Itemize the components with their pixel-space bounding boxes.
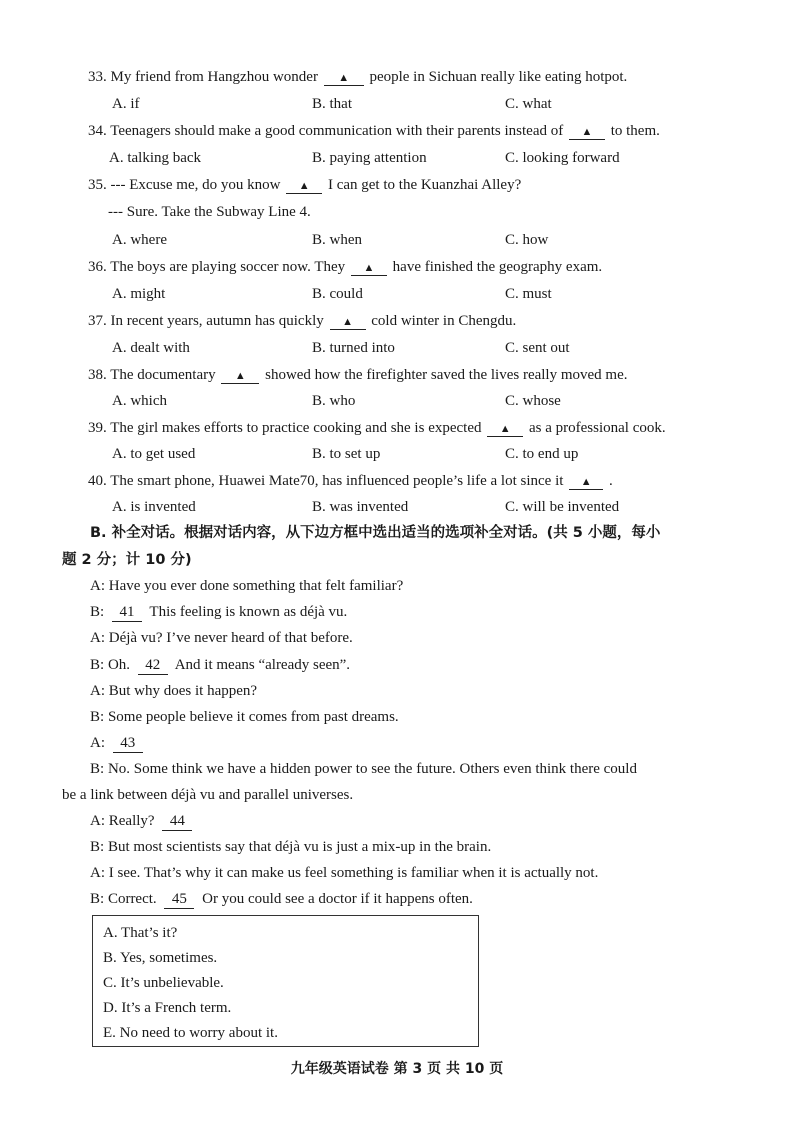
dialogue-line (90, 812, 196, 831)
dialogue-text: be a link between déjà vu and parallel universes. (62, 787, 354, 803)
option-c: C. whose (505, 393, 561, 409)
option-c: C. must (505, 286, 552, 302)
option-a: A. might (112, 286, 166, 302)
dialogue-text: Or you could see a doctor if it happens often. (202, 891, 473, 907)
question-35 (88, 176, 521, 194)
question-stem: 34. Teenagers should make a good communication with their parents instead of (88, 123, 564, 139)
option-b: B. to set up (312, 446, 381, 462)
blank-number: 45 (164, 890, 194, 909)
speaker-label: A: (90, 865, 105, 881)
option-a: A. talking back (109, 150, 202, 166)
answer-blank: ▲ (351, 261, 387, 276)
question-39 (88, 419, 666, 437)
speaker-label: A: (90, 813, 105, 829)
dialogue-line-cont (62, 786, 353, 804)
question-stem-end: as a professional cook. (529, 420, 666, 436)
speaker-label: B: (90, 761, 105, 777)
option-c: C. looking forward (505, 150, 620, 166)
question-34 (88, 122, 660, 140)
dialogue-pre: Correct. (107, 891, 157, 907)
dialogue-text: This feeling is known as déjà vu. (149, 604, 348, 620)
question-35-reply: --- Sure. Take the Subway Line 4. (108, 204, 311, 220)
question-stem: 37. In recent years, autumn has quickly (88, 313, 324, 329)
choices-box (92, 915, 479, 1047)
option-b: B. that (312, 96, 352, 112)
blank-number: 43 (113, 734, 143, 753)
answer-blank: ▲ (330, 315, 366, 330)
blank-number: 41 (112, 603, 142, 622)
speaker-label: B: (90, 657, 105, 673)
question-stem: 39. The girl makes efforts to practice cooking and she is expected (88, 420, 482, 436)
option-c: C. what (505, 96, 552, 112)
speaker-label: B: (90, 891, 105, 907)
section-b-heading: B. 补全对话。根据对话内容，从下边方框中选出适当的选项补全对话。(共 5 小题，每小 (90, 525, 661, 541)
question-stem-end: . (608, 473, 613, 489)
choice-b: B. Yes, sometimes. (103, 950, 218, 966)
dialogue-text: But why does it happen? (108, 683, 258, 699)
option-c: C. will be invented (505, 499, 620, 515)
question-stem-end: have finished the geography exam. (392, 259, 603, 275)
question-stem: 38. The documentary (88, 367, 216, 383)
option-a: A. where (112, 232, 167, 248)
option-c: C. how (505, 232, 549, 248)
option-a: A. which (112, 393, 167, 409)
option-a: A. to get used (112, 446, 196, 462)
speaker-label: B: (90, 839, 105, 855)
dialogue-line (90, 734, 147, 753)
option-a: A. is invented (112, 499, 196, 515)
dialogue-text: Déjà vu? I’ve never heard of that before. (108, 630, 353, 646)
option-b: B. could (312, 286, 363, 302)
dialogue-text: No. Some think we have a hidden power to see the future. Others even think there could (107, 761, 637, 777)
dialogue-line (90, 577, 403, 595)
dialogue-line (90, 656, 350, 675)
speaker-label: A: (90, 578, 105, 594)
answer-blank: ▲ (569, 475, 603, 490)
option-c: C. sent out (505, 340, 570, 356)
dialogue-line (90, 838, 491, 856)
dialogue-line (90, 864, 598, 882)
speaker-label: A: (90, 630, 105, 646)
question-stem: 35. --- Excuse me, do you know (88, 177, 281, 193)
dialogue-line (90, 629, 353, 647)
choice-c: C. It’s unbelievable. (103, 975, 224, 991)
choice-e: E. No need to worry about it. (103, 1025, 278, 1041)
option-a: A. dealt with (112, 340, 190, 356)
question-stem-end: I can get to the Kuanzhai Alley? (327, 177, 522, 193)
question-stem-end: showed how the firefighter saved the lives really moved me. (265, 367, 628, 383)
dialogue-text: Some people believe it comes from past dreams. (107, 709, 399, 725)
question-stem: 36. The boys are playing soccer now. They (88, 259, 346, 275)
question-stem-end: to them. (610, 123, 660, 139)
question-stem: 33. My friend from Hangzhou wonder (88, 69, 318, 85)
question-stem: 40. The smart phone, Huawei Mate70, has influenced people’s life a lot since it (88, 473, 564, 489)
question-38 (88, 366, 628, 384)
speaker-label: A: (90, 735, 105, 751)
answer-blank: ▲ (221, 369, 259, 384)
option-a: A. if (112, 96, 140, 112)
dialogue-line (90, 708, 399, 726)
question-stem-end: cold winter in Chengdu. (371, 313, 517, 329)
dialogue-pre: Oh. (107, 657, 131, 673)
question-33 (88, 68, 627, 86)
section-b-heading-cont: 题 2 分；计 10 分) (62, 552, 192, 568)
option-b: B. was invented (312, 499, 409, 515)
answer-blank: ▲ (569, 125, 605, 140)
blank-number: 42 (138, 656, 168, 675)
dialogue-line (90, 890, 473, 909)
dialogue-text: Have you ever done something that felt familiar? (108, 578, 404, 594)
dialogue-text: And it means “already seen”. (174, 657, 351, 673)
answer-blank: ▲ (324, 71, 364, 86)
page-footer: 九年级英语试卷 第 3 页 共 10 页 (290, 1061, 504, 1077)
choice-d: D. It’s a French term. (103, 1000, 232, 1016)
dialogue-pre: Really? (108, 813, 155, 829)
option-b: B. turned into (312, 340, 395, 356)
option-b: B. paying attention (312, 150, 427, 166)
option-b: B. who (312, 393, 356, 409)
dialogue-line (90, 682, 257, 700)
question-36 (88, 258, 602, 276)
option-b: B. when (312, 232, 362, 248)
dialogue-text: But most scientists say that déjà vu is just a mix-up in the brain. (107, 839, 492, 855)
question-40 (88, 472, 613, 490)
option-c: C. to end up (505, 446, 579, 462)
choice-a: A. That’s it? (103, 925, 178, 941)
dialogue-line (90, 760, 637, 778)
answer-blank: ▲ (487, 422, 523, 437)
question-stem-end: people in Sichuan really like eating hotpot. (369, 69, 628, 85)
dialogue-line (90, 603, 347, 622)
dialogue-text: I see. That’s why it can make us feel something is familiar when it is actually not. (108, 865, 599, 881)
speaker-label: B: (90, 709, 105, 725)
question-37 (88, 312, 516, 330)
speaker-label: B: (90, 604, 105, 620)
speaker-label: A: (90, 683, 105, 699)
answer-blank: ▲ (286, 179, 322, 194)
blank-number: 44 (162, 812, 192, 831)
